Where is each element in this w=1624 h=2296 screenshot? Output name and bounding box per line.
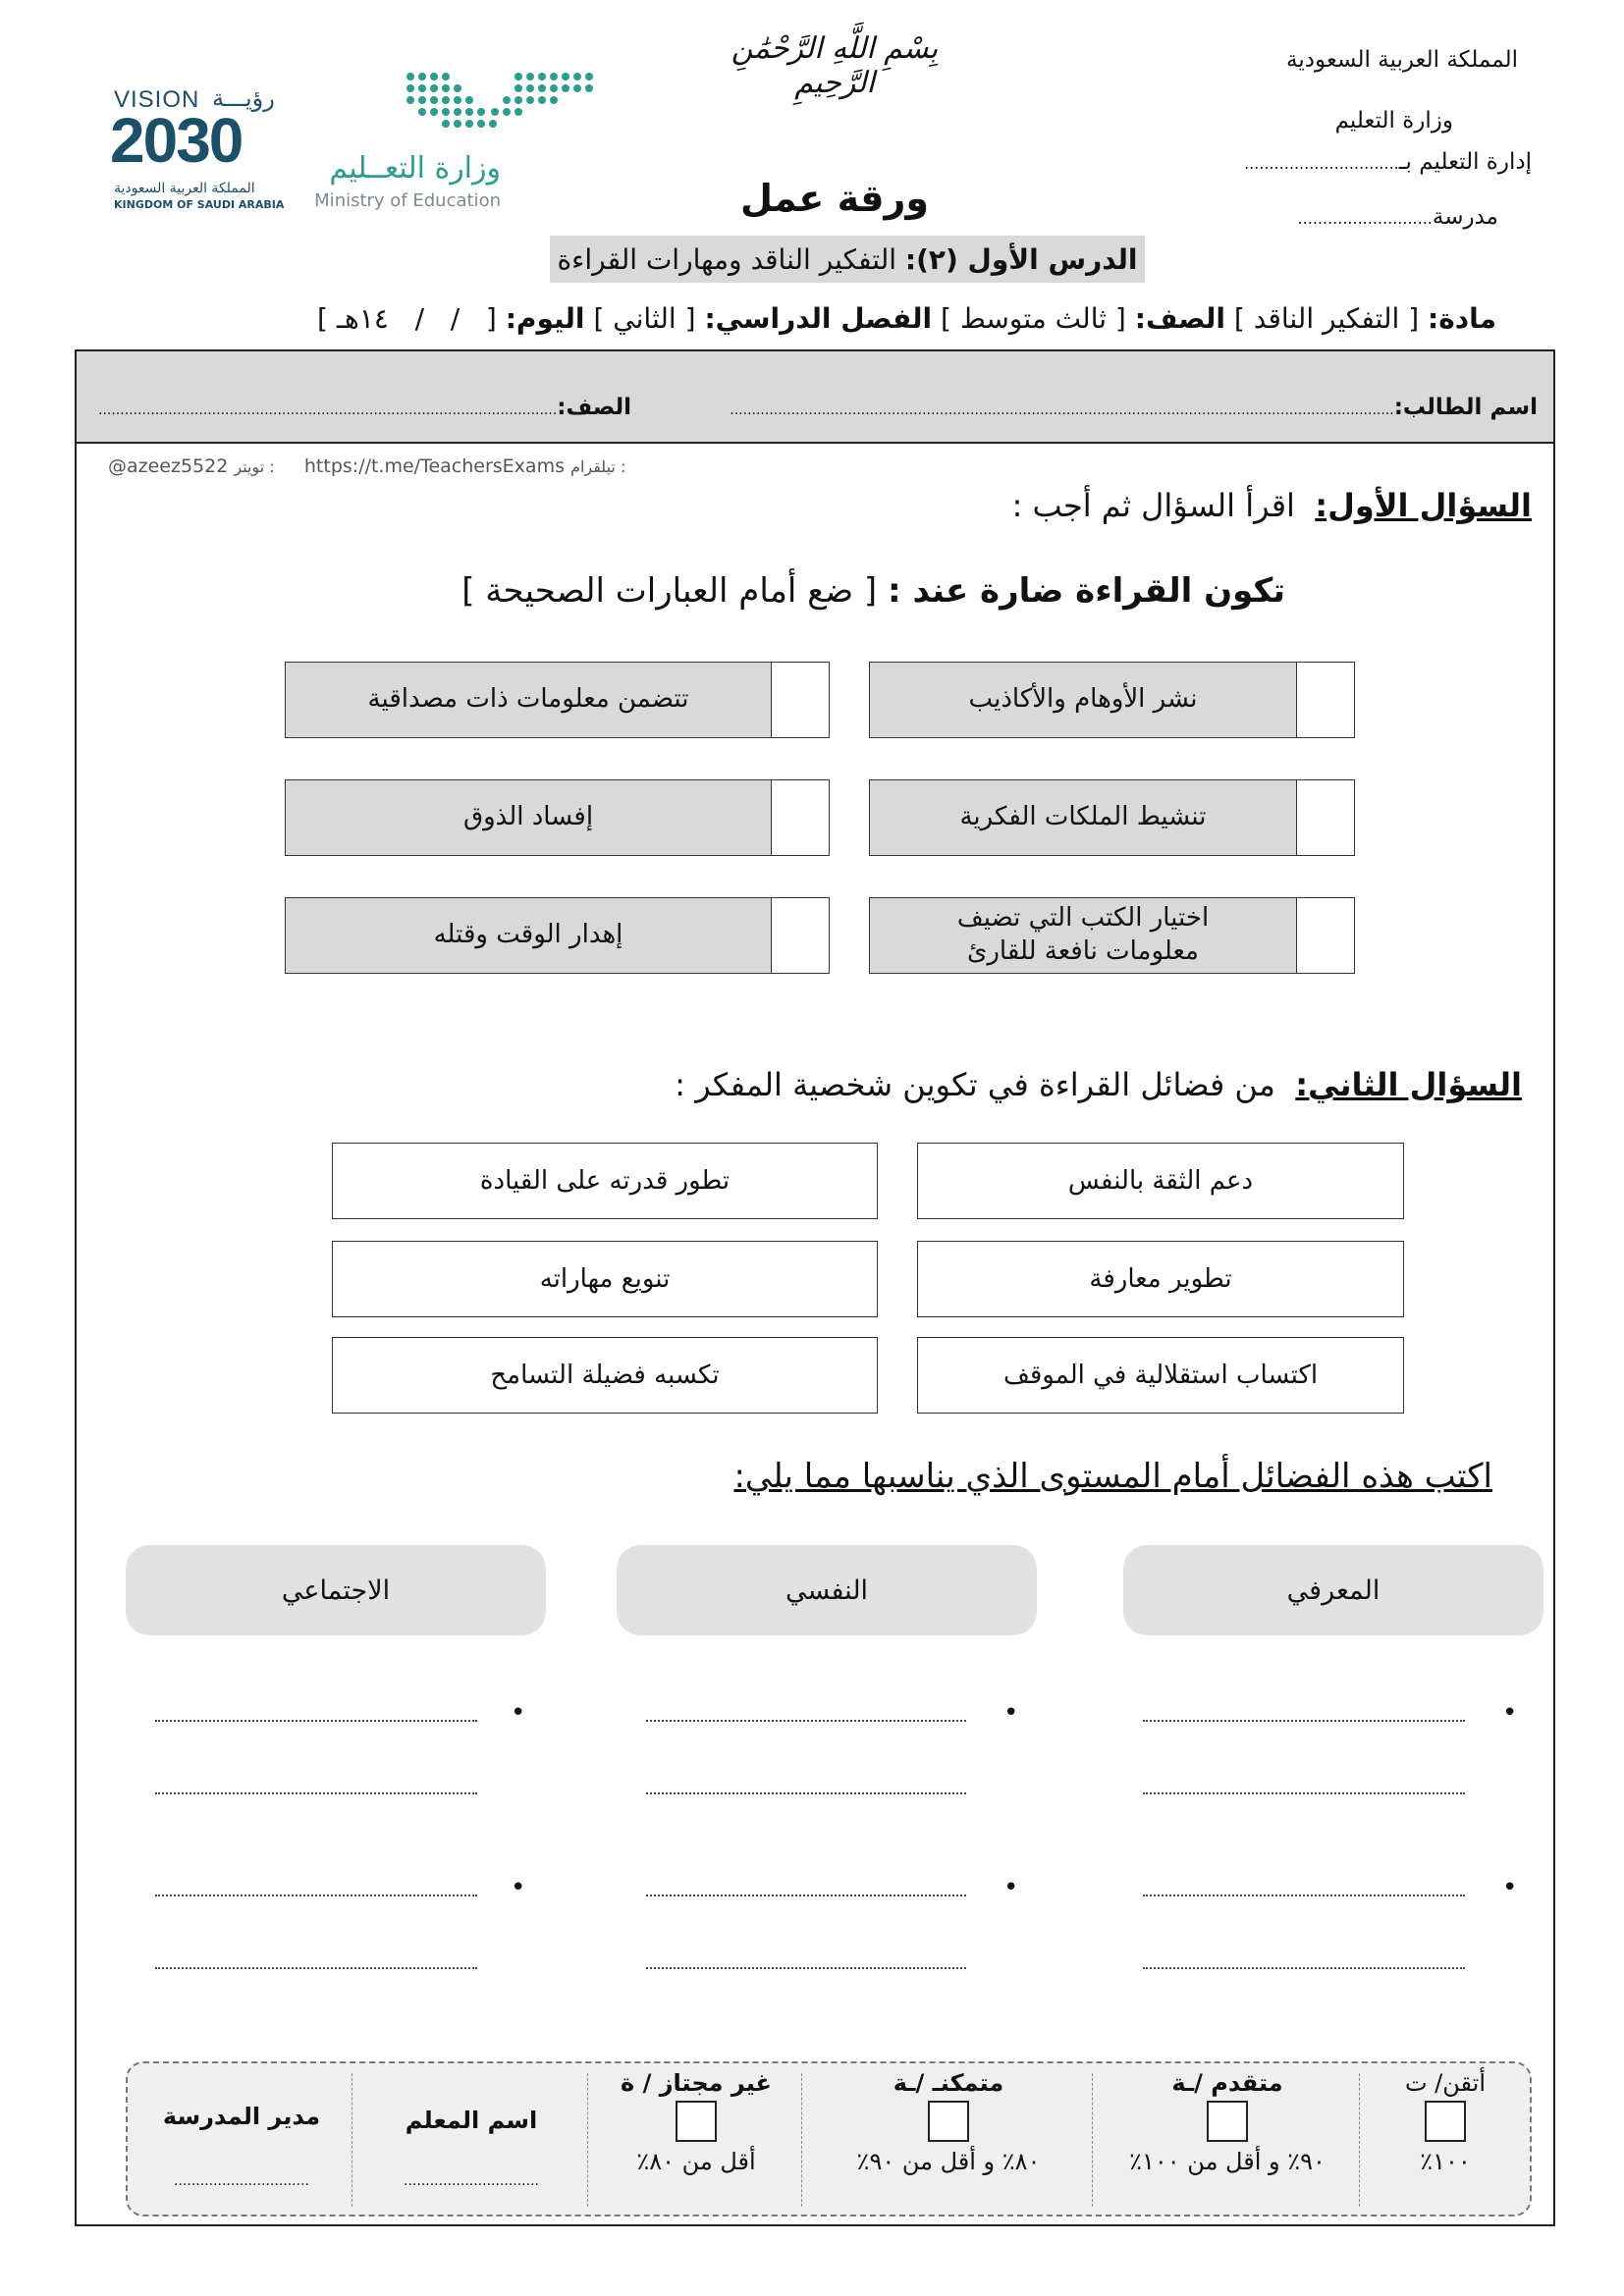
kingdom-text: المملكة العربية السعودية [1286,47,1518,73]
check-box-1[interactable] [1296,662,1355,738]
grade-title-1: أتقن/ ت [1404,2069,1487,2097]
student-name-dots[interactable]: ........................................................................................................................................................ [730,402,1394,418]
school-dots: ........................... [1297,209,1433,228]
virtue-2: تطور قدرته على القيادة [332,1143,878,1219]
grade-divider [1359,2073,1360,2207]
student-name-line [730,395,1538,420]
check-box-5[interactable] [1296,897,1355,974]
class-value: [ ثالث متوسط ] [941,302,1126,335]
vision-year: 2030 [110,105,243,176]
answer-line-c3-2[interactable] [155,1792,477,1794]
answer-line-c2-3[interactable] [646,1895,966,1896]
bullet-c1-1: • [1502,1698,1518,1728]
term-label: الفصل الدراسي: [704,302,933,335]
q2-label: السؤال الثاني: [1295,1066,1522,1103]
answer-line-c2-2[interactable] [646,1792,966,1794]
meta-row [317,302,1496,335]
answer-line-c3-1[interactable] [155,1720,477,1722]
school-line [1298,204,1498,230]
student-name-label: اسم الطالب: [1393,395,1538,420]
grade-level-1 [1363,2069,1528,2209]
grade-level-4 [591,2069,801,2209]
virtue-1: دعم الثقة بالنفس [917,1143,1404,1219]
moe-logo [304,69,501,216]
check-box-4[interactable] [771,779,830,856]
check-box-3[interactable] [1296,779,1355,856]
subject-value: [ التفكير الناقد ] [1233,302,1420,335]
admin-line [1244,149,1532,175]
statement-3: تنشيط الملكات الفكرية [869,779,1297,856]
answer-line-c2-1[interactable] [646,1720,966,1722]
class-label: الصف: [1134,302,1226,335]
q2-heading [675,1066,1522,1103]
vision-ar: رؤيـــة [212,84,275,112]
answer-line-c3-4[interactable] [155,1967,477,1969]
student-class-label: الصف: [557,395,632,420]
grade-range-1: ١٠٠٪ [1420,2148,1471,2175]
answer-line-c2-4[interactable] [646,1967,966,1969]
answer-line-c1-4[interactable] [1143,1967,1465,1969]
q1-sub: [ ضع أمام العبارات الصحيحة ] [461,571,878,611]
grade-title-4: غير مجتاز / ة [621,2069,772,2097]
logo-kingdom-en: KINGDOM OF SAUDI ARABIA [114,198,285,211]
bullet-c3-2: • [511,1873,526,1902]
moe-ar: وزارة التعــليم [329,151,501,186]
admin-label: إدارة التعليم بـ [1398,149,1532,175]
teacher-sign-dots[interactable]: ............................... [404,2173,539,2189]
statement-5: اختيار الكتب التي تضيف معلومات نافعة للقارئ [869,897,1297,974]
category-social: الاجتماعي [126,1545,546,1635]
grade-range-2: ٩٠٪ و أقل من ١٠٠٪ [1129,2148,1326,2175]
admin-dots: ............................... [1244,154,1399,173]
answer-line-c1-1[interactable] [1143,1720,1465,1722]
virtue-6: تكسبه فضيلة التسامح [332,1337,878,1414]
principal-label: مدير المدرسة [162,2103,321,2130]
day-label: اليوم: [505,302,585,335]
student-class-line [98,395,631,420]
grade-checkbox-2[interactable] [1207,2101,1248,2142]
check-box-2[interactable] [771,662,830,738]
twitter-handle: @azeez5522 [108,455,229,477]
grade-level-2 [1096,2069,1359,2209]
grade-title-2: متقدم /ـة [1171,2069,1283,2097]
q1-prompt-line [461,571,1285,611]
bullet-c3-1: • [511,1698,526,1728]
grade-range-4: أقل من ٨٠٪ [636,2148,756,2175]
q1-label: السؤال الأول: [1315,487,1532,524]
grade-divider [1092,2073,1093,2207]
q1-prompt: تكون القراءة ضارة عند : [888,571,1285,611]
principal-sign-dots[interactable]: ............................... [174,2173,309,2189]
page-title: ورقة عمل [739,177,929,220]
statement-2: تتضمن معلومات ذات مصداقية [285,662,772,738]
statement-4: إفساد الذوق [285,779,772,856]
teacher-label: اسم المعلم [405,2107,538,2134]
grade-divider [587,2073,588,2207]
basmala: بِسْمِ اللَّهِ الرَّحْمَٰنِ الرَّحِيمِ [731,31,939,100]
telegram-link[interactable]: https://t.me/TeachersExams [303,455,565,477]
grade-level-3 [805,2069,1092,2209]
answer-line-c1-3[interactable] [1143,1895,1465,1896]
grade-title-3: متمكنـ /ـة [893,2069,1004,2097]
check-box-6[interactable] [771,897,830,974]
logo-kingdom-ar: المملكة العربية السعودية [114,181,255,196]
classify-instruction: اكتب هذه الفضائل أمام المستوى الذي يناسبها مما يلي: [733,1457,1492,1496]
grade-checkbox-1[interactable] [1425,2101,1466,2142]
category-psychological: النفسي [617,1545,1037,1635]
grade-checkbox-3[interactable] [928,2101,969,2142]
credits-line [108,455,625,477]
grade-divider [801,2073,802,2207]
moe-en: Ministry of Education [314,190,501,211]
teacher-cell [355,2069,587,2209]
principal-cell [132,2069,352,2209]
telegram-label: تيلقرام : [570,457,626,476]
answer-line-c3-3[interactable] [155,1895,477,1896]
term-value: [ الثاني ] [593,302,696,335]
virtue-4: تنويع مهاراته [332,1241,878,1317]
bullet-c1-2: • [1502,1873,1518,1902]
statement-1: نشر الأوهام والأكاذيب [869,662,1297,738]
q1-heading [1012,487,1532,524]
grade-range-3: ٨٠٪ و أقل من ٩٠٪ [856,2148,1041,2175]
statement-6: إهدار الوقت وقتله [285,897,772,974]
vision-en: VISION [114,86,200,113]
category-cognitive: المعرفي [1123,1545,1543,1635]
lesson-title [550,236,1145,283]
school-label: مدرسة [1432,204,1498,230]
q1-instruction: اقرأ السؤال ثم أجب : [1011,487,1295,524]
q2-text: من فضائل القراءة في تكوين شخصية المفكر : [675,1066,1275,1103]
student-class-dots[interactable]: ......................................................................................................... [98,402,558,418]
bullet-c2-2: • [1003,1873,1019,1902]
day-value: [ / / ١٤هـ ] [317,302,497,335]
moe-dots-icon [401,69,607,137]
lesson-text: التفكير الناقد ومهارات القراءة [557,242,897,276]
twitter-label: تويتر : [234,457,275,476]
virtue-3: تطوير معارفة [917,1241,1404,1317]
subject-label: مادة: [1428,302,1496,335]
lesson-label: الدرس الأول (٢): [904,242,1138,276]
answer-line-c1-2[interactable] [1143,1792,1465,1794]
virtue-5: اكتساب استقلالية في الموقف [917,1337,1404,1414]
bullet-c2-1: • [1003,1698,1019,1728]
vision-2030-logo [110,86,306,214]
ministry-text: وزارة التعليم [1334,108,1453,133]
grade-checkbox-4[interactable] [676,2101,717,2142]
